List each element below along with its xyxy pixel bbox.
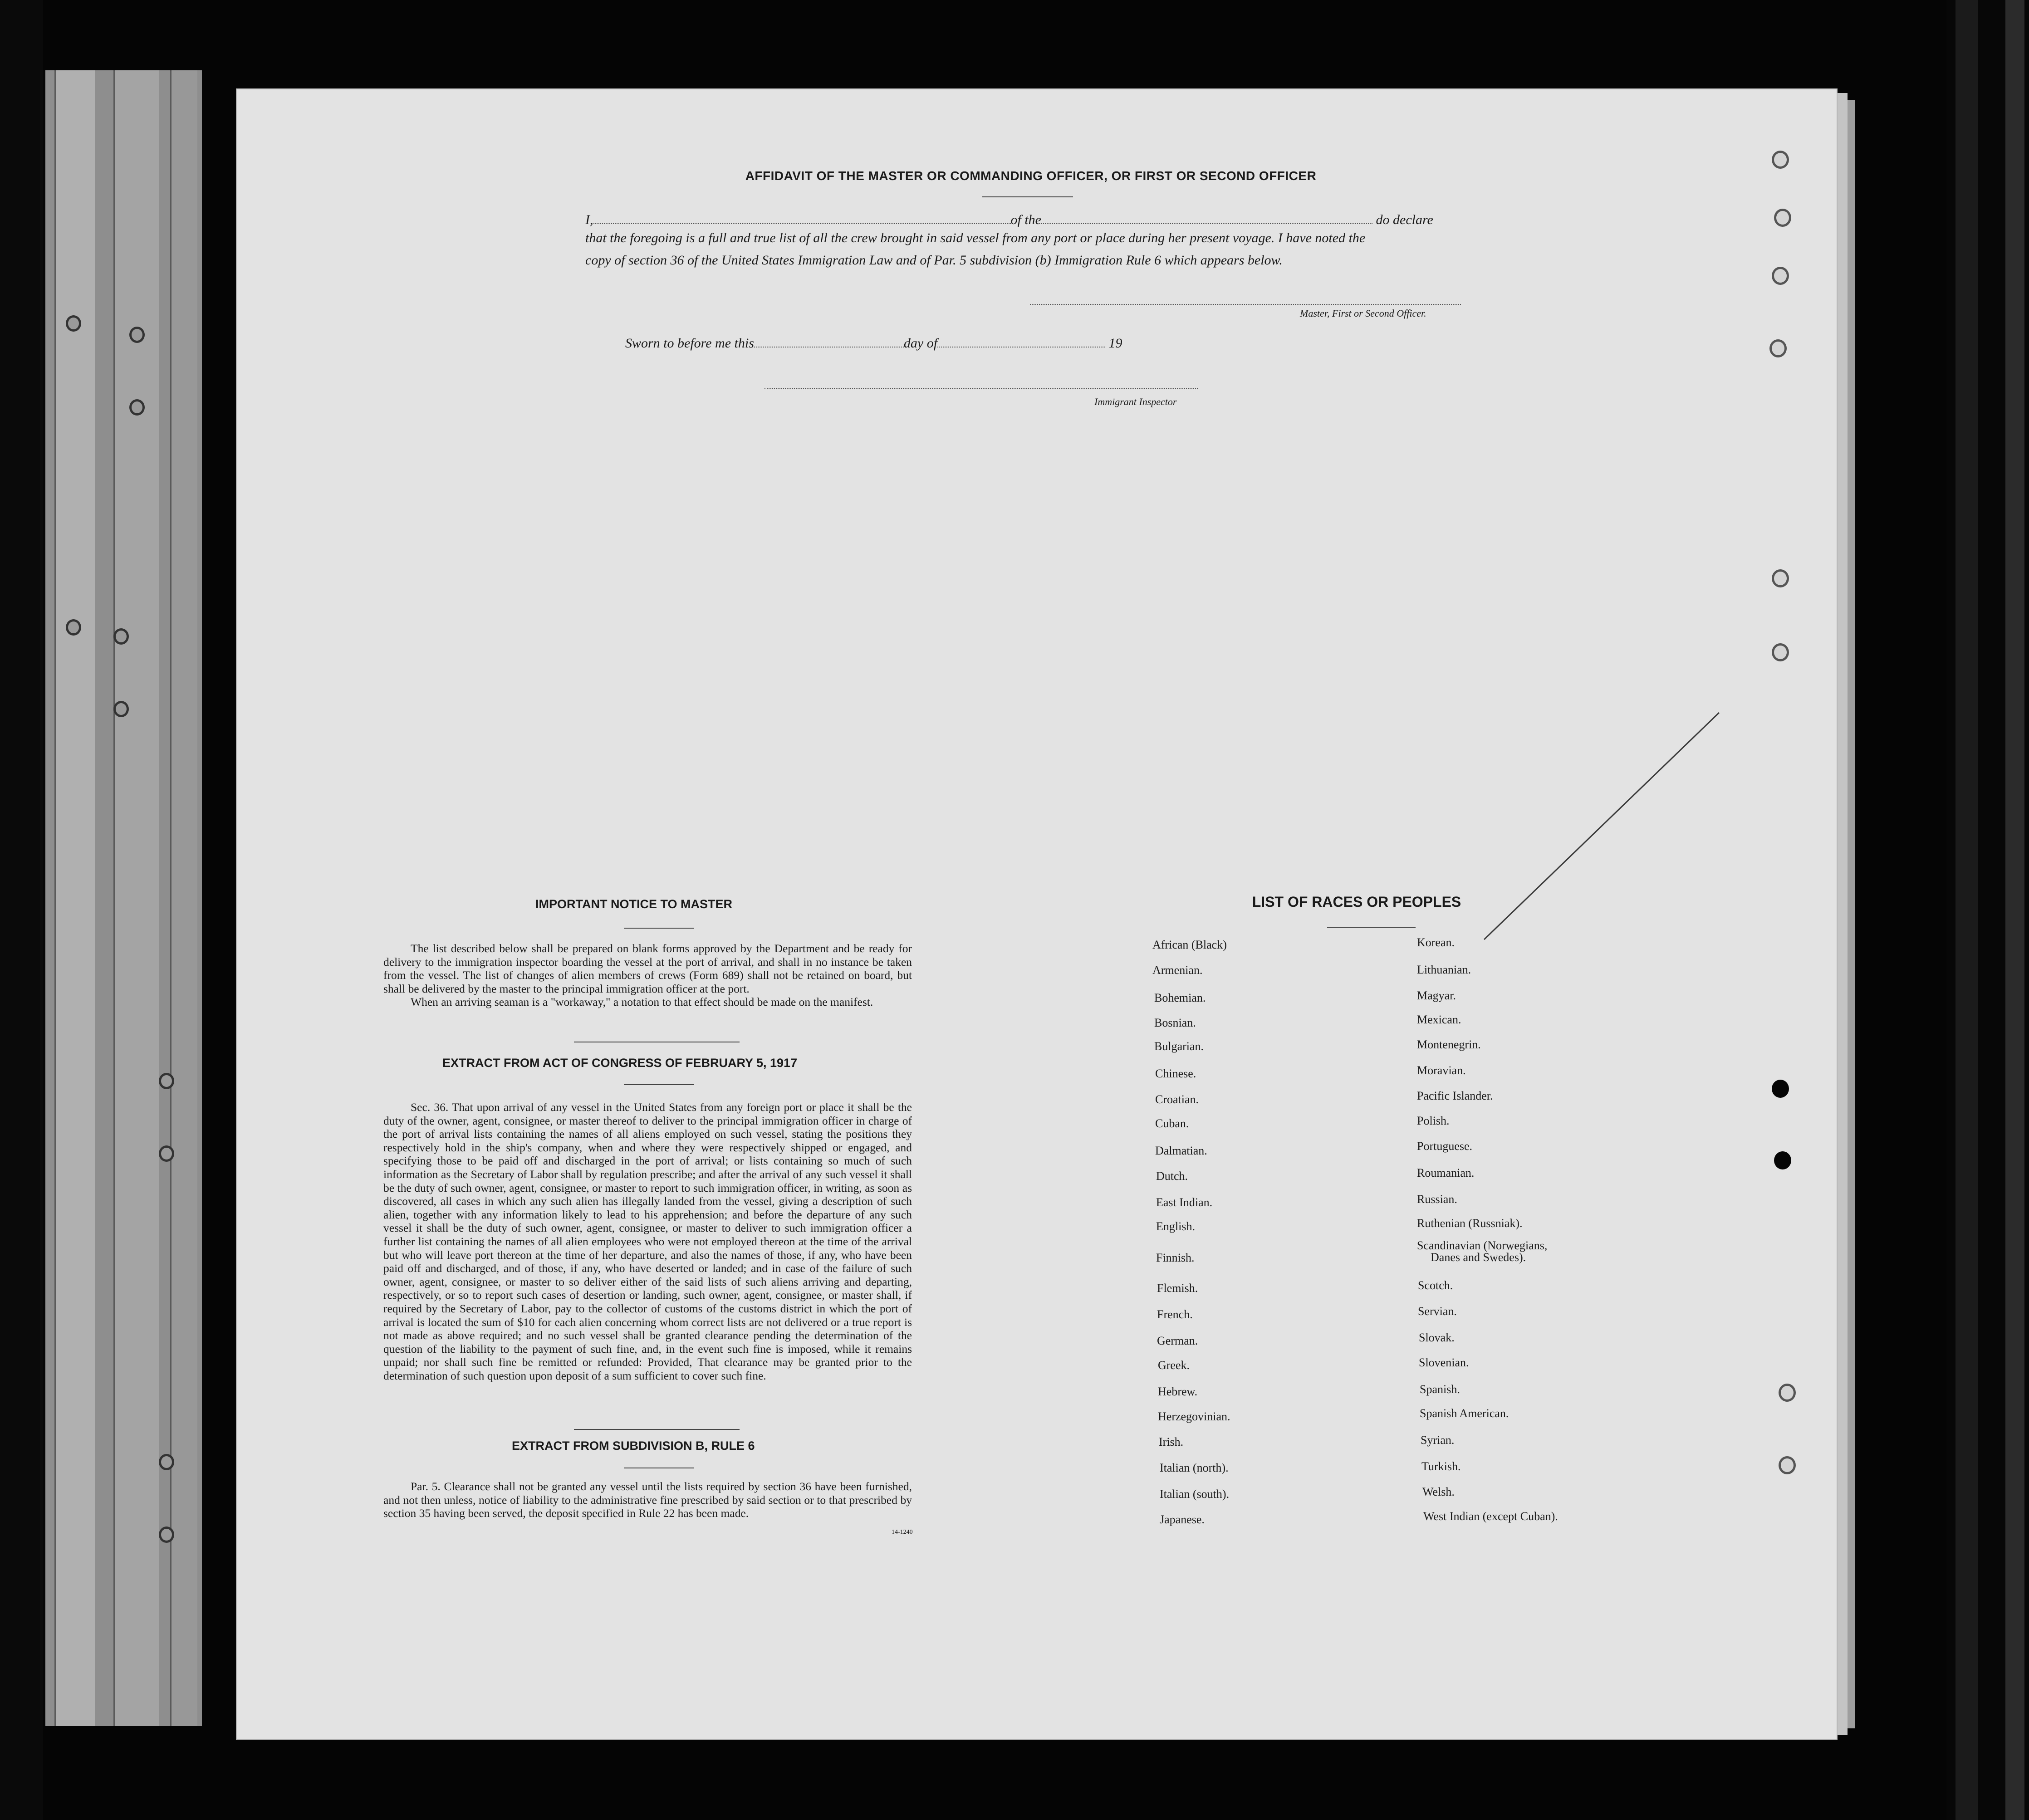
punch-hole: [1772, 643, 1789, 661]
races-title: LIST OF RACES OR PEOPLES: [1252, 894, 1461, 910]
binder-hole: [159, 1526, 174, 1543]
binder-band: [113, 70, 159, 1726]
divider: [624, 928, 694, 929]
affidavit-line1-prefix: I,: [585, 212, 593, 227]
race-item: Servian.: [1418, 1305, 1457, 1318]
race-item: Montenegrin.: [1417, 1038, 1481, 1051]
race-item: Flemish.: [1157, 1282, 1198, 1295]
race-item: Pacific Islander.: [1417, 1089, 1493, 1102]
race-item: Herzegovinian.: [1158, 1410, 1230, 1423]
divider: [624, 1084, 694, 1085]
notice-paragraph-2: When an arriving seaman is a "workaway," a notation to that effect should be made on the manifest.: [411, 995, 873, 1009]
race-item: Greek.: [1158, 1359, 1190, 1372]
race-item: Chinese.: [1155, 1067, 1196, 1080]
race-item: Magyar.: [1417, 989, 1456, 1002]
binder-edge: [2005, 0, 2024, 1820]
race-item: Mexican.: [1417, 1013, 1461, 1026]
name-blank: [593, 215, 1011, 224]
notice-paragraph-1: The list described below shall be prepared on blank forms approved by the Department and be ready for delivery to the immigration inspector boarding the vessel at the port of arrival, and shall in no instance be taken from the vessel. The list of changes of alien members of crews (Form 689) shall not be retained on board, but shall be delivered by the master to the principal immigration officer at the port.: [383, 942, 912, 995]
par-5-text: Par. 5. Clearance shall not be granted any vessel until the lists required by section 36 have been furnished, and not then unless, notice of liability to the administrative fine prescribed by said section or to that prescribed by section 35 having been served, the deposit specified in Rule 22 has been made.: [383, 1480, 912, 1520]
race-item: Welsh.: [1422, 1485, 1455, 1498]
notice-text: [383, 942, 912, 1009]
race-item: Irish.: [1159, 1435, 1184, 1448]
race-item: Korean.: [1417, 936, 1455, 949]
race-item: French.: [1157, 1308, 1193, 1321]
sworn-prefix: Sworn to before me this: [625, 336, 754, 351]
affidavit-line-1: [585, 212, 1433, 228]
punch-hole: [1779, 1456, 1796, 1474]
affidavit-title: AFFIDAVIT OF THE MASTER OR COMMANDING OFFICER, OR FIRST OR SECOND OFFICER: [745, 169, 1317, 183]
sworn-middle: day of: [903, 336, 938, 351]
race-item: Scandinavian (Norwegians,: [1417, 1239, 1548, 1252]
binder-hole: [159, 1073, 174, 1089]
sworn-year: 19: [1108, 336, 1122, 351]
page-edge: [1838, 93, 1848, 1735]
race-item: Syrian.: [1421, 1433, 1455, 1447]
race-item: Dalmatian.: [1155, 1144, 1207, 1157]
act-extract-title: EXTRACT FROM ACT OF CONGRESS OF FEBRUARY 5, 1917: [442, 1056, 798, 1070]
inspector-signature-line: [765, 388, 1198, 389]
binder-hole: [66, 619, 81, 636]
race-item: Bosnian.: [1154, 1016, 1196, 1029]
sworn-line: [625, 336, 1122, 351]
race-item: Dutch.: [1156, 1169, 1188, 1183]
film-edge-left: [0, 0, 43, 1820]
race-item: Armenian.: [1152, 964, 1203, 977]
punch-hole: [1779, 1384, 1796, 1402]
affidavit-line-2: that the foregoing is a full and true list of all the crew brought in said vessel from any port or place during her present voyage. I have noted the: [585, 230, 1366, 245]
punch-hole: [1774, 209, 1791, 227]
race-item: Roumanian.: [1417, 1166, 1475, 1179]
binder-hole: [113, 701, 129, 717]
race-item: Croatian.: [1155, 1093, 1199, 1106]
binder-hole: [159, 1454, 174, 1470]
master-caption: Master, First or Second Officer.: [1300, 308, 1426, 319]
page-edge: [1848, 100, 1855, 1728]
punch-hole: [1772, 569, 1789, 587]
race-item: Slovak.: [1419, 1331, 1455, 1344]
race-item: Italian (south).: [1160, 1487, 1230, 1501]
master-signature-line: [1030, 304, 1461, 305]
race-item: Slovenian.: [1419, 1356, 1469, 1369]
rule-extract-title: EXTRACT FROM SUBDIVISION B, RULE 6: [512, 1439, 755, 1453]
race-item: West Indian (except Cuban).: [1423, 1510, 1558, 1523]
race-item: Hebrew.: [1158, 1385, 1198, 1398]
race-item: African (Black): [1152, 938, 1227, 951]
affidavit-line1-middle: of the: [1010, 212, 1041, 227]
race-item: Cuban.: [1155, 1117, 1189, 1130]
race-item: East Indian.: [1156, 1196, 1213, 1209]
race-item: Portuguese.: [1417, 1140, 1473, 1153]
sworn-day-blank: [754, 338, 904, 347]
divider: [1327, 927, 1416, 928]
binder-band: [170, 70, 197, 1726]
race-item: Finnish.: [1156, 1251, 1195, 1264]
binder-strip-right: [1946, 0, 2029, 1820]
binder-hole: [66, 315, 81, 332]
race-item: Bulgarian.: [1154, 1040, 1204, 1053]
race-item: Danes and Swedes).: [1431, 1251, 1526, 1264]
race-item: Japanese.: [1160, 1513, 1205, 1526]
binder-hole: [129, 327, 145, 343]
punch-hole: [1769, 339, 1787, 357]
punch-hole: [1772, 1080, 1789, 1098]
notice-title: IMPORTANT NOTICE TO MASTER: [535, 897, 732, 911]
race-item: Polish.: [1417, 1114, 1450, 1127]
race-item: Turkish.: [1421, 1460, 1461, 1473]
punch-hole: [1772, 267, 1789, 285]
race-item: German.: [1157, 1334, 1198, 1347]
form-number: 14-1240: [892, 1529, 913, 1536]
punch-hole: [1772, 151, 1789, 169]
race-item: Russian.: [1417, 1193, 1457, 1206]
race-item: Ruthenian (Russniak).: [1417, 1217, 1523, 1230]
race-item: Spanish.: [1420, 1383, 1460, 1396]
vessel-blank: [1041, 215, 1372, 224]
binder-hole: [159, 1145, 174, 1162]
divider: [574, 1429, 740, 1430]
race-item: Lithuanian.: [1417, 963, 1471, 976]
affidavit-line1-suffix: do declare: [1376, 212, 1433, 227]
binder-hole: [113, 628, 129, 645]
divider: [982, 196, 1073, 197]
sworn-month-blank: [937, 338, 1105, 347]
race-item: Scotch.: [1418, 1279, 1453, 1292]
race-item: Bohemian.: [1154, 991, 1206, 1004]
binder-strip-left: [45, 70, 202, 1726]
section-36-text: Sec. 36. That upon arrival of any vessel in the United States from any foreign port or place it shall be the duty of the owner, agent, consignee, or master thereof to deliver to the principal immigration officer in charge of the port of arrival lists containing the names of all aliens employed on such vessel, stating the positions they respectively hold in the ship's company, when and where they were respectively shipped or engaged, and specifying those to be paid off and discharged in the port of arrival; or lists containing so much of such information as the Secretary of Labor shall by regulation prescribe; and after the arrival of any such vessel it shall be the duty of such owner, agent, consignee, or master to report to such immigration officer, in writing, as soon as discovered, all cases in which any such alien has illegally landed from the vessel, giving a description of such alien, together with any information likely to lead to his apprehension; and before the departure of any such vessel it shall be the duty of such owner, agent, consignee, or master to deliver to such immigration officer a further list containing the names of all alien employees who were not employed thereon at the time of the arrival but who will leave port thereon at the time of her departure, and also the names of those, if any, who have been paid off and discharged, and of those, if any, who have deserted or landed; and in case of the failure of such owner, agent, consignee, or master to so deliver either of the said lists of such aliens arriving and departing, respectively, or so to report such cases of desertion or landing, such owner, agent, consignee, or master shall, if required by the Secretary of Labor, pay to the collector of customs of the customs district in which the port of arrival is located the sum of $10 for each alien concerning whom correct lists are not delivered or a true report is not made as above required; and no such vessel shall be granted clearance pending the determination of the question of the liability to the payment of such fine, and, in the event such fine is imposed, while it remains unpaid; nor shall such fine be remitted or refunded: Provided, That clearance may be granted prior to the determination of such question upon deposit of a sum sufficient to cover such fine.: [383, 1101, 912, 1382]
binder-hole: [129, 399, 145, 416]
race-item: Spanish American.: [1420, 1407, 1509, 1420]
rule-extract-text: [383, 1480, 912, 1520]
race-item: Moravian.: [1417, 1064, 1466, 1077]
race-item: English.: [1156, 1220, 1195, 1233]
act-extract-text: [383, 1101, 912, 1382]
punch-hole: [1774, 1151, 1791, 1169]
affidavit-line-3: copy of section 36 of the United States Immigration Law and of Par. 5 subdivision (b) Immigration Rule 6 which appears below.: [585, 253, 1283, 268]
binder-edge: [1955, 0, 1978, 1820]
race-item: Italian (north).: [1160, 1461, 1229, 1474]
inspector-caption: Immigrant Inspector: [1094, 396, 1177, 407]
